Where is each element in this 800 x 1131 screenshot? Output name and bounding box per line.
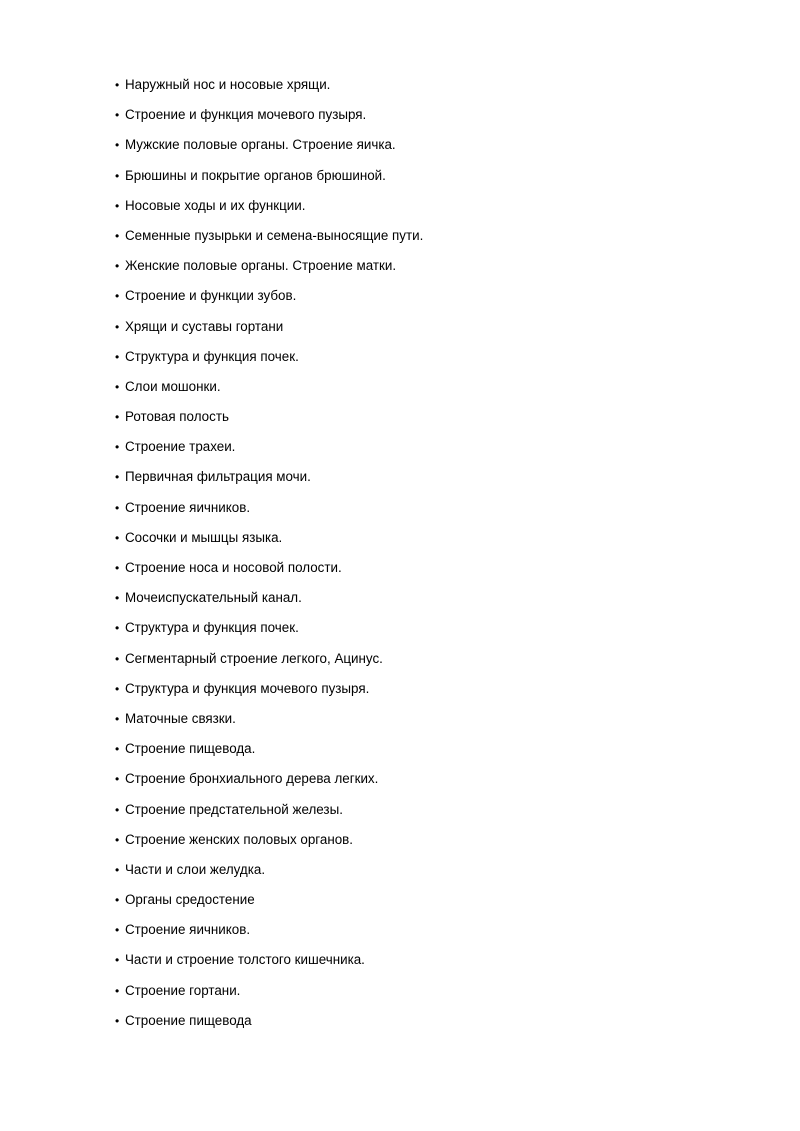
list-item-text: Ротовая полость [125, 409, 229, 425]
bullet-icon: • [115, 923, 120, 938]
list-item [115, 799, 755, 829]
list-item [115, 708, 755, 738]
list-item [115, 376, 755, 406]
list-item-text: Строение женских половых органов. [125, 831, 354, 847]
list-item-text: Органы средостение [125, 892, 255, 908]
bullet-icon: • [115, 742, 120, 757]
list-item [115, 949, 755, 979]
list-item [115, 436, 755, 466]
bullet-icon: • [115, 953, 120, 968]
bullet-icon: • [115, 832, 120, 847]
list-item-text: Строение и функция мочевого пузыря. [125, 107, 367, 123]
list-item [115, 648, 755, 678]
bullet-icon: • [115, 530, 120, 545]
list-item-text: Брюшины и покрытие органов брюшиной. [125, 167, 386, 183]
list-item [115, 527, 755, 557]
list-item [115, 285, 755, 315]
bullet-icon: • [115, 198, 120, 213]
list-item-text: Семенные пузырьки и семена-выносящие пути. [125, 227, 424, 243]
list-item-text: Строение бронхиального дерева легких. [125, 771, 379, 787]
list-item-text: Части и строение толстого кишечника. [125, 952, 365, 968]
list-item [115, 829, 755, 859]
list-item [115, 919, 755, 949]
bullet-icon: • [115, 681, 120, 696]
list-item-text: Наружный нос и носовые хрящи. [125, 77, 331, 92]
bullet-icon: • [115, 983, 120, 998]
list-item-text: Строение яичников. [125, 499, 251, 515]
list-item-text: Носовые ходы и их функции. [125, 197, 306, 213]
list-item-text: Строение яичников. [125, 922, 251, 938]
list-item [115, 195, 755, 225]
bullet-icon: • [115, 893, 120, 908]
bullet-icon: • [115, 410, 120, 425]
bullet-icon: • [115, 772, 120, 787]
list-item-text: Сосочки и мышцы языка. [125, 529, 283, 545]
bullet-icon: • [115, 259, 120, 274]
bullet-icon: • [115, 379, 120, 394]
list-item-text: Маточные связки. [125, 710, 236, 726]
bullet-icon: • [115, 561, 120, 575]
list-item [115, 738, 755, 768]
list-item [115, 165, 755, 195]
list-item [115, 406, 755, 436]
bullet-icon: • [115, 440, 120, 455]
list-item [115, 557, 755, 587]
list-item [115, 466, 755, 496]
list-item-text: Структура и функция почек. [125, 620, 299, 636]
list-item-text: Сегментарный строение легкого, Ацинус. [125, 650, 383, 666]
list-item [115, 889, 755, 919]
bullet-icon: • [115, 591, 120, 606]
bullet-icon: • [115, 1013, 120, 1028]
bullet-icon: • [115, 319, 120, 334]
list-item-text: Хрящи и суставы гортани [125, 318, 284, 334]
list-item [115, 74, 755, 104]
list-item-text: Мужские половые органы. Строение яичка. [125, 137, 396, 153]
list-item-text: Строение и функции зубов. [125, 288, 297, 304]
list-item [115, 316, 755, 346]
list-item-text: Структура и функция почек. [125, 348, 299, 364]
bullet-icon: • [115, 711, 120, 726]
list-item-text: Части и слои желудка. [125, 861, 266, 877]
bullet-icon: • [115, 168, 120, 183]
list-item-text: Строение пищевода. [125, 741, 256, 757]
list-item [115, 255, 755, 285]
bullet-icon: • [115, 651, 120, 666]
bullet-icon: • [115, 802, 120, 817]
list-item [115, 104, 755, 134]
list-item [115, 768, 755, 798]
list-item-text: Структура и функция мочевого пузыря. [125, 680, 370, 696]
list-item [115, 346, 755, 376]
bullet-icon: • [115, 621, 120, 636]
list-item-text: Мочеиспускательный канал. [125, 590, 302, 606]
list-item [115, 134, 755, 164]
bullet-icon: • [115, 470, 120, 485]
list-item [115, 678, 755, 708]
topic-list [115, 74, 755, 1040]
list-item-text: Строение гортани. [125, 982, 241, 998]
bullet-icon: • [115, 500, 120, 515]
list-item-text: Строение предстательной железы. [125, 801, 343, 817]
list-item [115, 497, 755, 527]
list-item-text: Строение носа и носовой полости. [125, 560, 342, 575]
bullet-icon: • [115, 108, 120, 123]
list-item [115, 980, 755, 1010]
list-item-text: Строение пищевода [125, 1012, 252, 1028]
list-item [115, 859, 755, 889]
list-item-text: Первичная фильтрация мочи. [125, 469, 311, 485]
bullet-icon: • [115, 862, 120, 877]
list-item-text: Женские половые органы. Строение матки. [125, 258, 397, 274]
bullet-icon: • [115, 349, 120, 364]
bullet-icon: • [115, 289, 120, 304]
list-item-text: Строение трахеи. [125, 439, 236, 455]
list-item [115, 587, 755, 617]
list-item [115, 617, 755, 647]
list-item [115, 225, 755, 255]
bullet-icon: • [115, 138, 120, 153]
bullet-icon: • [115, 78, 120, 92]
list-item-text: Слои мошонки. [125, 378, 221, 394]
bullet-icon: • [115, 228, 120, 243]
list-item [115, 1010, 755, 1040]
